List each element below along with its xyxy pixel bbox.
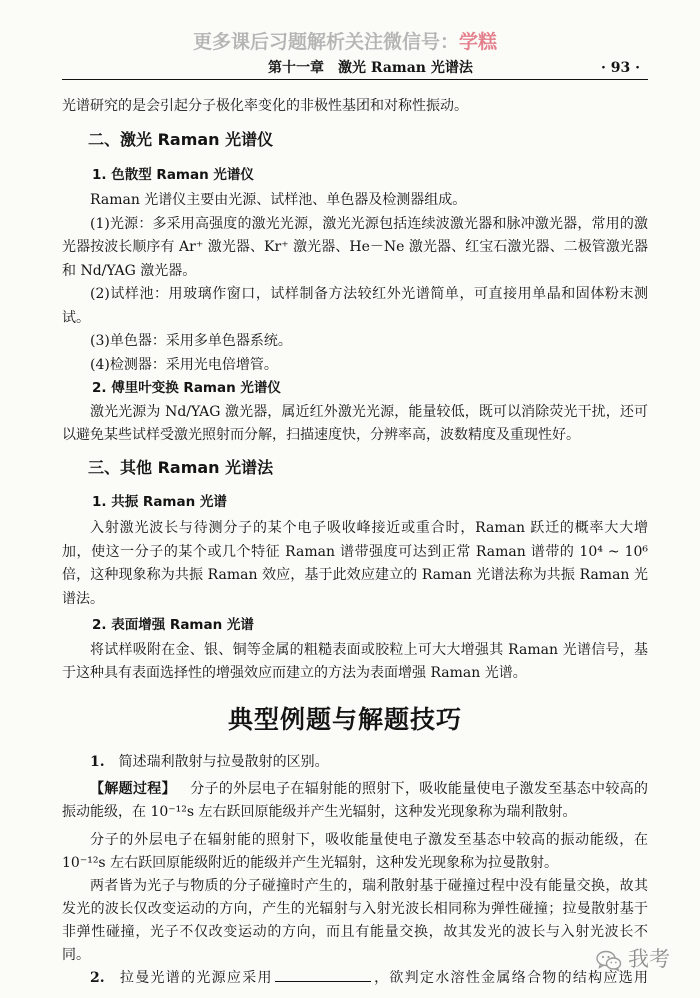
wechat-icon: [596, 950, 622, 972]
subsection-heading-dispersive: 1. 色散型 Raman 光谱仪: [92, 167, 254, 183]
solution-text: 分子的外层电子在辐射能的照射下，吸收能量使电子激发至基态中较高的振动能级，在 10⁻¹²s 左右跃回原能级并产生光辐射，这种发光现象称为瑞利散射。: [62, 780, 649, 820]
paragraph-sample-cell: (2)试样池：用玻璃作窗口，试样制备方法较红外光谱简单，可直接用单晶和固体粉末测试。: [62, 286, 648, 326]
examples-block: [62, 751, 648, 990]
watermark-prefix: 更多课后习题解析关注微信号：: [192, 31, 459, 53]
page-number: · 93 ·: [601, 60, 640, 76]
paragraph-monochromator: (3)单色器：采用多单色器系统。: [90, 333, 292, 349]
watermark-text: 我考: [628, 947, 670, 971]
section-heading-other-raman: 三、其他 Raman 光谱法: [88, 458, 274, 478]
body-text: [62, 95, 648, 990]
paragraph: Raman 光谱仪主要由光源、试样池、单色器及检测器组成。: [90, 192, 467, 208]
question-stem-after: ，欲判定水溶性金属络合物的结构应选用: [372, 969, 649, 986]
paragraph-light-source: (1)光源：多采用高强度的激光光源，激光光源包括连续波激光器和脉冲激光器，常用的激光器按波长顺序有 Ar⁺ 激光器、Kr⁺ 激光器、He－Ne 激光器、红宝石激光器、二极管激光器和 Nd/YAG 激光器。: [62, 215, 648, 279]
question-stem-before: 拉曼光谱的光源应采用: [118, 969, 273, 986]
paragraph: 入射激光波长与待测分子的某个电子吸收峰接近或重合时，Raman 跃迁的概率大大增加，使这一分子的某个或几个特征 Raman 谱带强度可达到正常 Raman 谱带的 10⁴ ~ 10⁶ 倍，这种现象称为共振 Raman 效应，基于此效应建立的 Raman 光谱法称为共振 Raman 光谱法。: [62, 520, 648, 607]
paragraph: 激光光源为 Nd/YAG 激光器，属近红外激光光源，能量较低，既可以消除荧光干扰，还可以避免某些试样受激光照射而分解，扫描速度快，分辨率高，波数精度及重现性好。: [62, 403, 648, 443]
watermark-account: 学糕: [459, 31, 498, 53]
solution-paragraph: 分子的外层电子在辐射能的照射下，吸收能量使电子激发至基态中较高的振动能级，在 10⁻¹²s 左右跃回原能级附近的能级并产生光辐射，这种发光现象称为拉曼散射。: [62, 831, 648, 871]
solution-paragraph: [62, 778, 648, 824]
running-header: [62, 57, 648, 80]
chapter-title: 第十一章 激光 Raman 光谱法: [268, 60, 473, 76]
subsection-heading-ft-raman: 2. 傅里叶变换 Raman 光谱仪: [92, 380, 281, 396]
bottom-watermark: [596, 944, 686, 974]
paragraph-detector: (4)检测器：采用光电倍增管。: [90, 356, 278, 373]
continued-paragraph: 光谱研究的是会引起分子极化率变化的非极性基团和对称性振动。: [62, 98, 468, 114]
solution-paragraph: 两者皆为光子与物质的分子碰撞时产生的，瑞利散射基于碰撞过程中没有能量交换，故其发光的波长仅改变运动的方向，产生的光辐射与入射光波长相同称为弹性碰撞；拉曼散射基于非弹性碰撞，光子不仅改变运动的方向，而且有能量交换，故其发光的波长与入射光波长不同。: [62, 877, 648, 963]
paragraph: 将试样吸附在金、银、铜等金属的粗糙表面或胶粒上可大大增强其 Raman 光谱信号，基于这种具有表面选择性的增强效应而建立的方法为表面增强 Raman 光谱。: [62, 641, 648, 682]
question-number: 2.: [90, 969, 105, 986]
top-watermark: [0, 29, 690, 55]
question-2: [62, 967, 648, 990]
question-number: 1.: [90, 754, 105, 771]
answer-blank: [275, 967, 371, 982]
subsection-heading-resonance: 1. 共振 Raman 光谱: [92, 494, 227, 511]
solution-label: 【解题过程】: [90, 780, 176, 797]
section-heading-raman-spectrometer: 二、激光 Raman 光谱仪: [88, 130, 274, 149]
subsection-heading-sers: 2. 表面增强 Raman 光谱: [92, 616, 254, 633]
question-1: [62, 751, 648, 774]
examples-heading: 典型例题与解题技巧: [227, 705, 462, 735]
question-text: 简述瑞利散射与拉曼散射的区别。: [118, 754, 329, 771]
